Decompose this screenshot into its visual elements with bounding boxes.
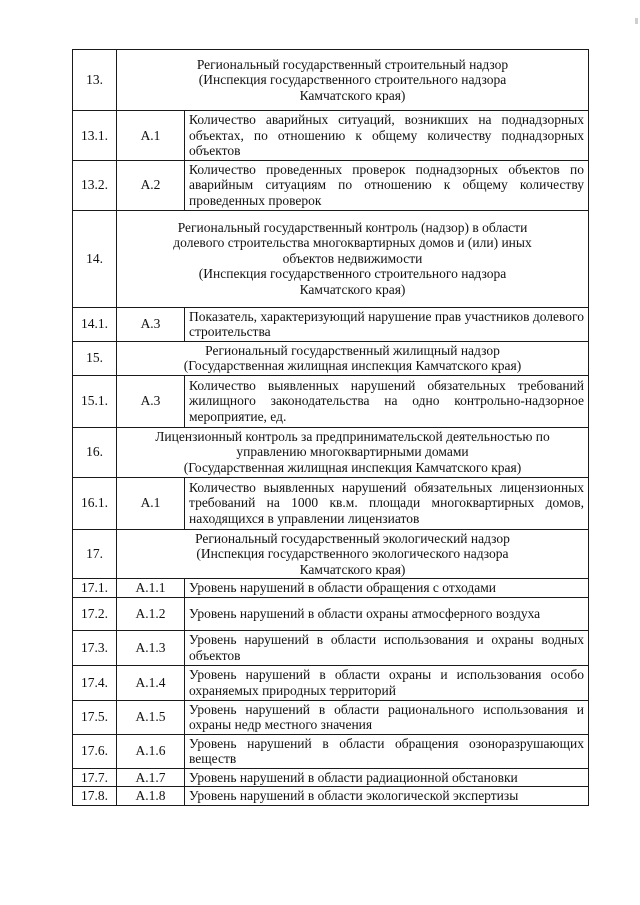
- indicator-description: Уровень нарушений в области использования и охраны водных объектов: [185, 630, 589, 665]
- indicator-description: Уровень нарушений в области охраны атмосферного воздуха: [185, 597, 589, 630]
- indicator-number: 17.4.: [73, 665, 117, 700]
- indicator-description: Уровень нарушений в области обращения с отходами: [185, 579, 589, 598]
- section-title-line: Региональный государственный контроль (надзор) в области: [177, 219, 528, 235]
- section-title-line: Лицензионный контроль за предпринимательской деятельностью по: [155, 428, 550, 444]
- section-title-line: (Государственная жилищная инспекция Камчатского края): [183, 358, 522, 373]
- indicator-code: А.1.7: [117, 768, 185, 787]
- section-title: [117, 529, 589, 579]
- section-number: 14.: [73, 210, 117, 307]
- indicator-number: 16.1.: [73, 477, 117, 529]
- section-number: 13.: [73, 50, 117, 111]
- indicator-row: [73, 787, 589, 806]
- indicator-row: [73, 597, 589, 630]
- indicator-description: Количество аварийных ситуаций, возникших на поднадзорных объектах, по отношению к общему количеству поднадзорных объектов: [185, 111, 589, 161]
- indicator-number: 17.1.: [73, 579, 117, 598]
- section-title-line: Камчатского края): [299, 281, 406, 297]
- scan-margin-mark: [635, 18, 638, 24]
- section-title-line: объектов недвижимости: [282, 250, 423, 266]
- section-title-line: (Государственная жилищная инспекция Камчатского края): [183, 459, 522, 475]
- indicator-description: Показатель, характеризующий нарушение прав участников долевого строительства: [185, 307, 589, 341]
- indicators-table: [72, 49, 589, 806]
- indicator-number: 14.1.: [73, 307, 117, 341]
- section-title-line: (Инспекция государственного строительного надзора: [198, 72, 507, 88]
- indicator-code: А.1.5: [117, 700, 185, 734]
- indicator-code: А.1.6: [117, 734, 185, 768]
- section-header-row: [73, 427, 589, 477]
- section-header-row: [73, 341, 589, 375]
- section-title-line: (Инспекция государственного строительного надзора: [198, 266, 507, 282]
- indicator-code: А.1.3: [117, 630, 185, 665]
- indicator-code: А.1.4: [117, 665, 185, 700]
- indicator-number: 17.8.: [73, 787, 117, 806]
- section-title: [117, 427, 589, 477]
- indicator-description: Уровень нарушений в области обращения озоноразрушающих веществ: [185, 734, 589, 768]
- section-number: 16.: [73, 427, 117, 477]
- section-number: 17.: [73, 529, 117, 579]
- section-title-line: Камчатского края): [299, 561, 406, 577]
- indicator-description: Уровень нарушений в области охраны и использования особо охраняемых природных территорий: [185, 665, 589, 700]
- section-title-line: Камчатского края): [299, 87, 406, 103]
- indicator-row: [73, 477, 589, 529]
- indicator-number: 13.1.: [73, 111, 117, 161]
- indicator-row: [73, 665, 589, 700]
- indicator-number: 15.1.: [73, 375, 117, 427]
- indicator-code: А.2: [117, 160, 185, 210]
- indicator-number: 13.2.: [73, 160, 117, 210]
- section-number: 15.: [73, 341, 117, 375]
- section-title-line: долевого строительства многоквартирных домов и (или) иных: [173, 235, 532, 251]
- section-header-row: [73, 529, 589, 579]
- section-title: [117, 50, 589, 111]
- indicator-description: Количество выявленных нарушений обязательных требований жилищного законодательства на одно контрольно-надзорное мероприятие, ед.: [185, 375, 589, 427]
- indicator-row: [73, 307, 589, 341]
- indicator-description: Уровень нарушений в области радиационной обстановки: [185, 768, 589, 787]
- indicator-row: [73, 700, 589, 734]
- section-title-line: (Инспекция государственного экологического надзора: [196, 546, 509, 561]
- indicator-row: [73, 630, 589, 665]
- indicator-row: [73, 111, 589, 161]
- indicator-code: А.3: [117, 307, 185, 341]
- indicator-code: А.1.8: [117, 787, 185, 806]
- indicator-row: [73, 375, 589, 427]
- indicator-number: 17.7.: [73, 768, 117, 787]
- indicator-row: [73, 768, 589, 787]
- indicator-description: Уровень нарушений в области экологической экспертизы: [185, 787, 589, 806]
- indicator-code: А.1: [117, 111, 185, 161]
- indicator-number: 17.6.: [73, 734, 117, 768]
- section-title-line: Региональный государственный экологический надзор: [195, 530, 510, 546]
- section-title-line: Региональный государственный жилищный надзор: [205, 342, 500, 358]
- section-title-line: Региональный государственный строительный надзор: [196, 56, 509, 72]
- indicator-code: А.3: [117, 375, 185, 427]
- section-title: [117, 210, 589, 307]
- indicator-row: [73, 160, 589, 210]
- section-title: [117, 341, 589, 375]
- indicator-description: Количество проведенных проверок поднадзорных объектов по аварийным ситуациям по отношению к общему количеству проведенных проверок: [185, 160, 589, 210]
- section-header-row: [73, 210, 589, 307]
- indicator-number: 17.2.: [73, 597, 117, 630]
- section-header-row: [73, 50, 589, 111]
- indicator-row: [73, 734, 589, 768]
- indicator-code: А.1: [117, 477, 185, 529]
- indicator-number: 17.5.: [73, 700, 117, 734]
- indicator-number: 17.3.: [73, 630, 117, 665]
- section-title-line: управлению многоквартирными домами: [236, 444, 469, 460]
- indicator-row: [73, 579, 589, 598]
- table-body: [73, 50, 589, 806]
- indicator-code: А.1.2: [117, 597, 185, 630]
- indicator-description: Уровень нарушений в области рационального использования и охраны недр местного значения: [185, 700, 589, 734]
- indicator-description: Количество выявленных нарушений обязательных лицензионных требований на 1000 кв.м. площади многоквартирных домов, находящихся в управлении лицензиатов: [185, 477, 589, 529]
- indicator-code: А.1.1: [117, 579, 185, 598]
